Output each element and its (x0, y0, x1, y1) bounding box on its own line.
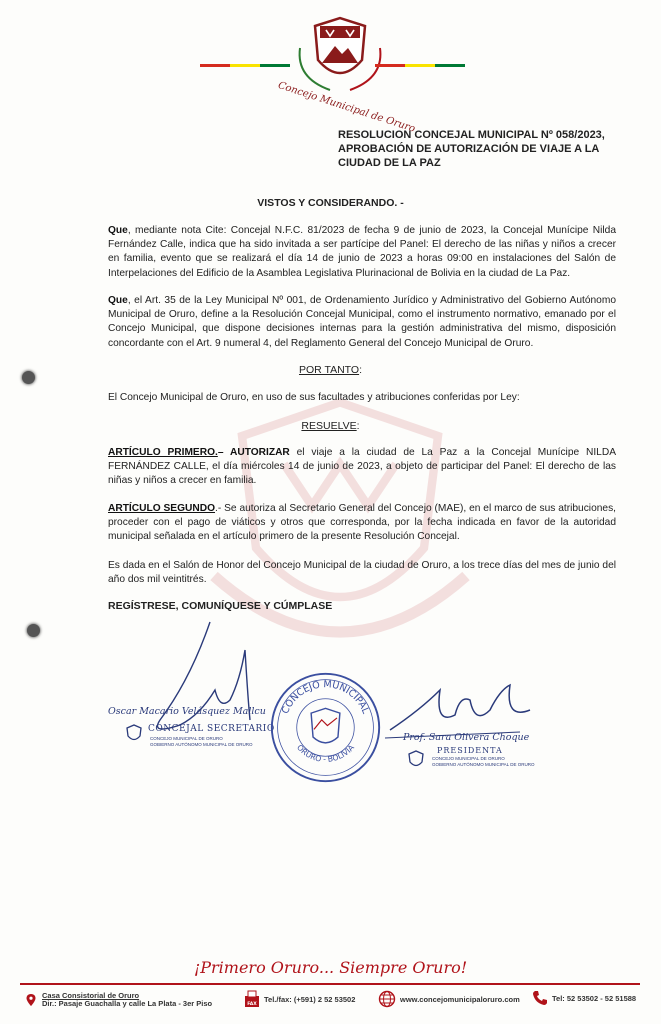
paragraph-closing: Es dada en el Salón de Honor del Concejo Municipal de la ciudad de Oruro, a los trece días del mes de junio del año dos mil veintitrés. (108, 560, 616, 586)
fax-icon-label: FAX (247, 1002, 257, 1007)
footer (0, 988, 661, 1018)
por-tanto-label: POR TANTO (298, 364, 360, 376)
art1-dash: – (217, 447, 230, 458)
resolution-title (338, 128, 628, 170)
stamp-top-text: CONCEJO MUNICIPAL (280, 679, 371, 716)
flag-stripe-left (200, 64, 290, 67)
fax-icon (244, 990, 260, 1008)
art2-label: ARTÍCULO SEGUNDO (108, 503, 216, 514)
signer-right-role: PRESIDENTA (437, 746, 503, 755)
location-pin-icon (24, 993, 38, 1007)
mini-emblem-left-icon (124, 724, 144, 744)
por-tanto-colon: : (359, 364, 362, 376)
footer-divider (20, 983, 640, 985)
title-line-1: RESOLUCION CONCEJAL MUNICIPAL Nº 058/2023, (338, 129, 605, 141)
signer-right-sub1: CONCEJO MUNICIPAL DE ORURO (432, 756, 505, 761)
footer-website[interactable] (378, 990, 520, 1008)
para1-lead: Que (108, 225, 128, 236)
punch-hole-top (22, 371, 35, 384)
article-first (108, 446, 616, 489)
resuelve-label: RESUELVE (301, 420, 357, 432)
phone-icon (532, 990, 548, 1006)
signer-left-sub1: CONCEJO MUNICIPAL DE ORURO (150, 736, 223, 741)
signer-left-sub2: GOBIERNO AUTÓNOMO MUNICIPAL DE ORURO (150, 742, 253, 747)
por-tanto-heading (0, 364, 661, 376)
footer-telfax (244, 990, 355, 1008)
article-second (108, 502, 616, 545)
globe-icon (378, 990, 396, 1008)
slogan: ¡Primero Oruro... Siempre Oruro! (193, 958, 468, 977)
official-stamp-icon (268, 670, 383, 785)
para2-lead: Que (108, 295, 128, 306)
signer-left-name: Oscar Macario Velásquez Mallcu (108, 706, 266, 717)
signer-right-subtitle (432, 756, 535, 768)
punch-hole-bottom (27, 624, 40, 637)
logo-script-text: Concejo Municipal de Oruro (276, 80, 417, 135)
resuelve-heading (0, 420, 661, 432)
footer-phone (532, 990, 636, 1006)
signer-right-name: Prof. Sara Olivera Choque (403, 732, 530, 743)
art2-text: .- Se autoriza al Secretario General del Concejo (MAE), en el marco de sus atribuciones, proceder con el pago de viáticos y otros que corresponda, por la fecha indicada en favor de la autoridad municipal señalada en el artículo primero de la presente Resolución Concejal. (108, 503, 616, 543)
title-line-2: APROBACIÓN DE AUTORIZACIÓN DE VIAJE A LA (338, 143, 600, 155)
website-link[interactable]: www.concejomunicipaloruro.com (400, 994, 520, 1004)
paragraph-que-1 (108, 224, 616, 281)
mini-emblem-right-icon (406, 750, 426, 770)
vistos-heading: VISTOS Y CONSIDERANDO. - (257, 197, 404, 209)
register-line: REGÍSTRESE, COMUNÍQUESE Y CÚMPLASE (108, 600, 333, 612)
para2-text: , el Art. 35 de la Ley Municipal Nº 001, de Ordenamiento Jurídico y Administrativo del Gobierno Autónomo Municipal de Oruro, define a la Resolución Concejal Municipal, como el instrumento normativo, emanado por el Concejo Municipal, que dispone decisiones internas para la gestión administrativa del mismo, disposición concordante con el Art. 9 numeral 4, del Reglamento General del Concejo Municipal de Oruro. (108, 295, 616, 349)
paragraph-concejo: El Concejo Municipal de Oruro, en uso de sus facultades y atribuciones conferidas por Ley: (108, 392, 520, 403)
footer-address (24, 992, 212, 1008)
title-line-3: CIUDAD DE LA PAZ (338, 157, 441, 169)
flag-stripe-right (375, 64, 465, 67)
telfax-text: Tel./fax: (+591) 2 52 53502 (264, 994, 356, 1004)
resuelve-colon: : (356, 420, 360, 432)
stamp-bottom-text: ORURO - BOLIVIA (295, 742, 356, 764)
art1-verb: AUTORIZAR (229, 447, 290, 458)
address-line-1: Casa Consistorial de Oruro (42, 991, 140, 1000)
art1-text: el viaje a la ciudad de La Paz a la Concejal Munícipe NILDA FERNÁNDEZ CALLE, el día miércoles 14 de junio de 2023, a objeto de participar del Panel: El derecho de las niñas y niños a crecer en familia. (108, 447, 616, 487)
paragraph-que-2 (108, 294, 616, 351)
address-line-2: Dir.: Pasaje Guachalla y calle La Plata - 3er Piso (42, 999, 213, 1008)
phone-text: Tel: 52 53502 - 52 51588 (552, 993, 637, 1003)
signer-left-role: CONCEJAL SECRETARIO (148, 724, 275, 734)
para1-text: , mediante nota Cite: Concejal N.F.C. 81/2023 de fecha 9 de junio de 2023, la Concejal Munícipe Nilda Fernández Calle, indica que ha sido invitada a ser partícipe del Panel: El derecho de las niñas y niños a crecer en familia, evento que se realizará el día 14 de junio de 2023 a horas 09:00 en instalaciones del Salón de Interpelaciones del Edificio de la Asamblea Legislativa Plurinacional de Bolivia en la ciudad de La Paz. (108, 225, 616, 279)
signer-right-sub2: GOBIERNO AUTÓNOMO MUNICIPAL DE ORURO (432, 762, 535, 767)
signer-left-subtitle (150, 736, 253, 748)
art1-label: ARTÍCULO PRIMERO. (108, 447, 218, 458)
